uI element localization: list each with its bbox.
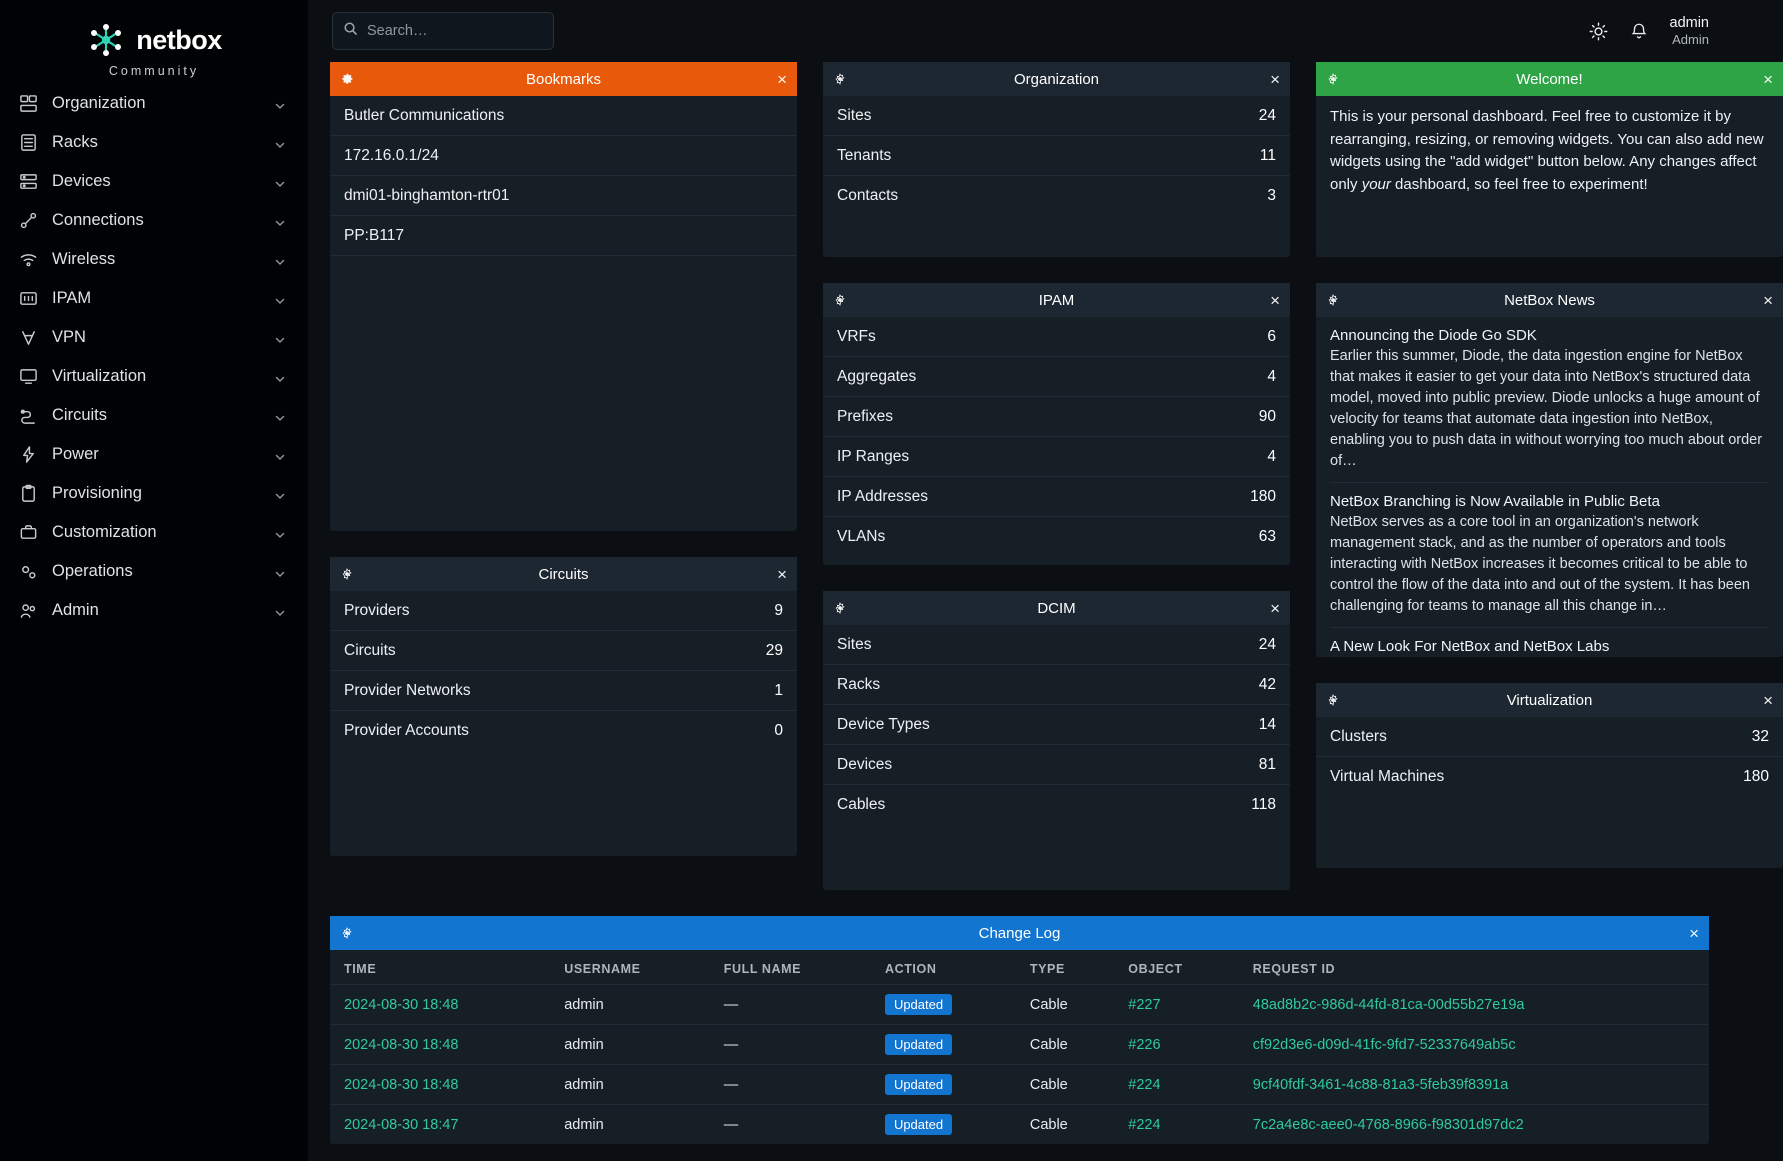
widget-title: Virtualization [1506,691,1593,709]
changelog-time-text: 2024-08-30 18:48 [344,1076,459,1093]
widget-column-3 [1316,62,1783,868]
table-row[interactable] [330,1025,1709,1065]
changelog-fullname-text: — [723,996,739,1013]
stat-label: Virtual Machines [1330,768,1445,785]
server-icon [18,172,38,192]
sidebar-item-provisioning[interactable] [0,474,308,513]
changelog-fullname-text: — [723,1036,739,1053]
bookmark-item[interactable]: Butler Communications [330,96,797,136]
close-icon[interactable]: × [1270,69,1280,89]
sidebar-item-devices[interactable] [0,162,308,201]
widget-bookmarks-header [330,62,797,96]
table-row[interactable] [330,1105,1709,1145]
welcome-text-emphasis: your [1361,175,1391,193]
stat-row[interactable] [823,96,1290,136]
chevron-down-icon[interactable] [274,605,286,617]
widget-organization-header [823,62,1290,96]
main-area [308,0,1773,1161]
welcome-text-part2: dashboard, so feel free to experiment! [1390,175,1648,193]
changelog-username [550,1025,710,1065]
status-badge [871,1105,1016,1145]
sidebar-item-ipam[interactable] [0,279,308,318]
dcim-stats [823,625,1290,825]
stat-label: Sites [837,635,872,653]
sidebar-item-label: Connections [52,211,144,229]
chevron-down-icon[interactable] [274,449,286,461]
stat-value: 4 [1267,447,1276,465]
stat-value: 180 [1250,487,1276,505]
changelog-type [1016,1025,1114,1065]
welcome-text [1316,96,1783,212]
status-badge [871,985,1016,1025]
column-header[interactable]: OBJECT [1128,962,1183,976]
stat-label: Clusters [1330,727,1387,745]
changelog-fullname [710,1105,871,1145]
gear-icon[interactable] [1326,293,1340,307]
changelog-username [550,1065,710,1105]
changelog-table [330,950,1709,1144]
stat-value: 42 [1258,675,1276,693]
sitemap-icon [18,94,38,114]
bookmark-item[interactable]: 172.16.0.1/24 [330,136,797,176]
sidebar-item-wireless[interactable] [0,240,308,279]
changelog-fullname [710,1065,871,1105]
users-icon [18,601,38,621]
stat-value: 29 [765,641,783,659]
news-item-title: A New Look For NetBox and NetBox Labs [1330,638,1610,656]
stat-value: 24 [1258,106,1276,124]
search-input[interactable] [367,23,543,39]
column-header[interactable]: ACTION [884,962,937,976]
close-icon[interactable]: × [1763,690,1773,710]
changelog-username [550,985,710,1025]
changelog-header-row [330,950,1709,985]
stat-value: 81 [1258,755,1276,773]
sidebar-item-label: Racks [52,133,98,151]
power-icon [18,445,38,465]
column-header[interactable]: TIME [344,962,377,976]
changelog-request-id-text: 7c2a4e8c-aee0-4768-8966-f98301d97dc2 [1252,1116,1524,1133]
stat-row[interactable] [330,591,797,631]
sidebar-item-label: Devices [52,172,111,190]
clipboard-icon [18,484,38,504]
status-badge-label: Updated [885,1074,952,1095]
gear-icon[interactable] [340,72,355,87]
sidebar-item-label: Circuits [52,406,108,424]
widget-title: NetBox News [1504,291,1595,309]
stat-label: Provider Networks [344,681,471,699]
stat-row[interactable] [330,671,797,711]
changelog-type-text: Cable [1029,1076,1068,1093]
stat-value: 14 [1258,715,1276,733]
widget-dcim-header [823,591,1290,625]
changelog-time-text: 2024-08-30 18:48 [344,996,459,1013]
widget-virtualization-header [1316,683,1783,717]
status-badge [871,1065,1016,1105]
changelog-fullname [710,1025,871,1065]
sidebar-item-admin[interactable] [0,591,308,630]
sidebar-item-connections[interactable] [0,201,308,240]
stat-label: VLANs [837,528,886,545]
changelog-request-id-text: cf92d3e6-d09d-41fc-9fd7-52337649ab5c [1252,1036,1516,1053]
chevron-down-icon[interactable] [274,176,286,188]
rack-icon [18,133,38,153]
sidebar-item-label: VPN [52,328,86,346]
sidebar-item-label: Operations [52,562,133,580]
user-name: admin [1669,14,1709,31]
changelog-object-text: #227 [1128,996,1161,1013]
changelog-object-text: #224 [1128,1116,1161,1133]
changelog-type [1016,1105,1114,1145]
sidebar-item-virtualization[interactable] [0,357,308,396]
news-item[interactable] [1330,638,1769,659]
widget-column-1 [330,62,797,856]
widget-bookmarks [330,62,797,531]
news-list [1316,317,1783,671]
changelog-request-id-text: 9cf40fdf-3461-4c88-81a3-5feb39f8391a [1252,1076,1509,1093]
changelog-fullname [710,985,871,1025]
stat-row[interactable] [823,317,1290,357]
widget-grid [330,62,1773,890]
stat-label: Circuits [344,641,396,659]
stat-row[interactable] [823,477,1290,517]
chevron-down-icon[interactable] [274,215,286,227]
close-icon[interactable]: × [1270,598,1280,618]
sidebar-item-label: Provisioning [52,484,142,502]
chevron-down-icon[interactable] [274,254,286,266]
brand-subtitle: Community [108,64,200,78]
stat-value: 180 [1743,768,1769,785]
changelog-time[interactable] [330,985,550,1025]
changelog-request-id [1239,985,1709,1025]
ip-icon [18,289,38,309]
gear-icon[interactable] [833,601,847,615]
wifi-icon [18,250,38,270]
brand[interactable] [0,6,308,84]
widget-welcome-header [1316,62,1783,96]
stat-label: Provider Accounts [344,722,469,739]
stat-label: Tenants [837,146,892,164]
changelog-username-text: admin [564,1036,604,1053]
chevron-down-icon[interactable] [274,293,286,305]
stat-row[interactable] [823,665,1290,705]
stat-value: 4 [1267,367,1276,385]
bell-icon[interactable] [1628,20,1650,42]
gear-icon[interactable] [1326,693,1340,707]
news-item-text: NetBox serves as a core tool in an organization's network management stack, and as the number of operators and tools interacting with NetBox increases it becomes critical to be able to control the flow of the data into and out of the system. It has been challenging for teams to manage all this change in… [1330,514,1750,615]
stat-row[interactable] [823,517,1290,557]
news-item[interactable] [1330,327,1769,483]
close-icon[interactable]: × [1763,290,1773,310]
stat-value: 32 [1751,727,1769,745]
topbar [308,0,1733,62]
stat-value: 118 [1251,796,1276,813]
stat-row[interactable] [823,136,1290,176]
news-item-text: Earlier this summer, Diode, the data ingestion engine for NetBox that makes it easier to get your data into NetBox's structured data model, moved into public preview. Diode unlocks a huge amount of velocity for teams that automate data ingestion into NetBox, enabling you to push data in without worrying too much about order of… [1330,348,1763,470]
sun-icon[interactable] [1588,20,1610,42]
changelog-time[interactable] [330,1105,550,1145]
changelog-object[interactable] [1114,1065,1239,1105]
sidebar-item-label: Customization [52,523,157,541]
widget-news-header [1316,283,1783,317]
stat-label: Racks [837,675,881,693]
chevron-down-icon[interactable] [274,527,286,539]
sidebar-item-vpn[interactable] [0,318,308,357]
bookmark-item[interactable]: PP:B117 [330,216,797,256]
stat-row[interactable] [823,785,1290,825]
widget-title: Circuits [538,565,589,583]
changelog-username-text: admin [564,1076,604,1093]
chevron-down-icon[interactable] [274,332,286,344]
stat-label: IP Ranges [837,447,910,465]
changelog-time[interactable] [330,1065,550,1105]
stat-value: 3 [1267,187,1276,204]
chevron-down-icon[interactable] [274,410,286,422]
brand-name: netbox [136,24,222,55]
monitor-icon [18,367,38,387]
changelog-object-text: #224 [1128,1076,1161,1093]
stat-row[interactable] [823,437,1290,477]
changelog-object[interactable] [1114,1025,1239,1065]
close-icon[interactable]: × [1689,923,1699,943]
circuits-stats [330,591,797,751]
chevron-down-icon[interactable] [274,137,286,149]
widget-column-2 [823,62,1290,890]
changelog-type [1016,1065,1114,1105]
widget-organization [823,62,1290,257]
changelog-type [1016,985,1114,1025]
changelog-type-text: Cable [1029,996,1068,1013]
widget-welcome [1316,62,1783,257]
connection-icon [18,211,38,231]
gear-icon[interactable] [340,567,354,581]
toolbox-icon [18,523,38,543]
sidebar-item-label: IPAM [52,289,92,307]
changelog-request-id [1239,1025,1709,1065]
changelog-object[interactable] [1114,985,1239,1025]
stat-label: Cables [837,796,886,813]
sidebar-item-label: Admin [52,601,99,619]
stat-row[interactable] [823,705,1290,745]
vpn-icon [18,328,38,348]
ipam-stats [823,317,1290,557]
cogs-icon [18,562,38,582]
changelog-time-text: 2024-08-30 18:48 [344,1036,459,1053]
stat-row[interactable] [330,711,797,751]
widget-title: Bookmarks [525,70,602,88]
widget-change-log [330,916,1709,1144]
widget-title: Organization [1013,70,1100,88]
stat-row[interactable] [1316,757,1783,797]
close-icon[interactable]: × [1763,69,1773,89]
search-icon [343,21,358,41]
widget-ipam-header [823,283,1290,317]
chevron-down-icon[interactable] [274,488,286,500]
changelog-fullname-text: — [723,1116,739,1133]
sidebar-item-racks[interactable] [0,123,308,162]
news-item-title: NetBox Branching is Now Available in Public Beta [1330,493,1660,511]
virtualization-stats [1316,717,1783,797]
widget-circuits-header [330,557,797,591]
sidebar-item-label: Power [52,445,99,463]
sidebar-item-customization[interactable] [0,513,308,552]
changelog-request-id [1239,1065,1709,1105]
bookmarks-list [330,96,797,256]
status-badge [871,1025,1016,1065]
widget-netbox-news [1316,283,1783,657]
widget-title: IPAM [1038,291,1075,309]
sidebar-item-label: Wireless [52,250,116,268]
stat-value: 90 [1258,407,1276,425]
dashboard-content [308,62,1773,1161]
widget-dcim [823,591,1290,890]
changelog-object-text: #226 [1128,1036,1161,1053]
stat-value: 0 [774,722,783,739]
stat-row[interactable] [1316,717,1783,757]
stat-label: Contacts [837,187,899,204]
stat-value: 1 [774,681,783,699]
close-icon[interactable]: × [777,69,787,89]
stat-label: Providers [344,601,410,619]
widget-title: DCIM [1037,599,1076,617]
stat-value: 11 [1259,146,1276,164]
news-item-title: Announcing the Diode Go SDK [1330,327,1537,344]
gear-icon[interactable] [1326,72,1340,86]
changelog-username [550,1105,710,1145]
stat-row[interactable] [823,745,1290,785]
organization-stats [823,96,1290,216]
status-badge-label: Updated [885,1034,952,1055]
sidebar-item-power[interactable] [0,435,308,474]
gear-icon[interactable] [833,72,847,86]
status-badge-label: Updated [885,1114,952,1135]
sidebar-item-operations[interactable] [0,552,308,591]
widget-title: Change Log [978,924,1061,942]
gear-icon[interactable] [340,926,354,940]
stat-label: Devices [837,755,893,773]
column-header[interactable]: FULL NAME [723,962,802,976]
news-item[interactable] [1330,493,1769,628]
table-row[interactable] [330,1065,1709,1105]
stat-label: VRFs [837,327,876,345]
welcome-text-part1: This is your personal dashboard. Feel free to customize it by rearranging, resizing, or removing widgets. You can also add new widgets using the "add widget" button below. Any changes affect only [1330,108,1764,193]
chevron-down-icon[interactable] [274,371,286,383]
stat-label: Prefixes [837,407,893,425]
gear-icon[interactable] [833,293,847,307]
sidebar-nav [0,84,308,630]
stat-value: 24 [1258,635,1276,653]
widget-virtualization [1316,683,1783,868]
sidebar-item-organization[interactable] [0,84,308,123]
stat-value: 63 [1258,528,1276,545]
changelog-request-id-text: 48ad8b2c-986d-44fd-81ca-00d55b27e19a [1252,996,1525,1013]
status-badge-label: Updated [885,994,952,1015]
sidebar-item-label: Virtualization [52,367,147,385]
close-icon[interactable]: × [1270,290,1280,310]
stat-row[interactable] [823,176,1290,216]
chevron-down-icon[interactable] [274,566,286,578]
sidebar [0,0,308,1161]
column-header[interactable]: TYPE [1029,962,1065,976]
widget-changelog-header [330,916,1709,950]
table-row[interactable] [330,985,1709,1025]
bookmark-item[interactable]: dmi01-binghamton-rtr01 [330,176,797,216]
changelog-username-text: admin [564,1116,604,1133]
stat-value: 6 [1267,327,1276,345]
changelog-request-id [1239,1105,1709,1145]
stat-value: 9 [774,601,783,619]
sidebar-item-circuits[interactable] [0,396,308,435]
column-header[interactable]: REQUEST ID [1252,962,1336,976]
changelog-type-text: Cable [1029,1116,1068,1133]
netbox-logo-icon [86,20,126,60]
stat-row[interactable] [823,357,1290,397]
user-menu[interactable] [1670,14,1710,48]
changelog-fullname-text: — [723,1076,739,1093]
changelog-username-text: admin [564,996,604,1013]
widget-circuits [330,557,797,856]
changelog-time-text: 2024-08-30 18:47 [344,1116,459,1133]
stat-row[interactable] [330,631,797,671]
changelog-time[interactable] [330,1025,550,1065]
changelog-type-text: Cable [1029,1036,1068,1053]
changelog-object[interactable] [1114,1105,1239,1145]
sidebar-item-label: Organization [52,94,146,112]
stat-label: Sites [837,106,872,124]
stat-label: Aggregates [837,367,917,385]
column-header[interactable]: USERNAME [564,962,641,976]
stat-row[interactable] [823,625,1290,665]
stat-label: Device Types [837,715,930,733]
circuit-icon [18,406,38,426]
search-box[interactable] [332,12,554,50]
stat-label: IP Addresses [837,487,929,505]
widget-ipam [823,283,1290,565]
stat-row[interactable] [823,397,1290,437]
chevron-down-icon[interactable] [274,98,286,110]
close-icon[interactable]: × [777,564,787,584]
changelog-body [330,985,1709,1145]
topbar-right [1588,14,1710,48]
user-role: Admin [1672,31,1709,47]
widget-title: Welcome! [1516,70,1583,88]
